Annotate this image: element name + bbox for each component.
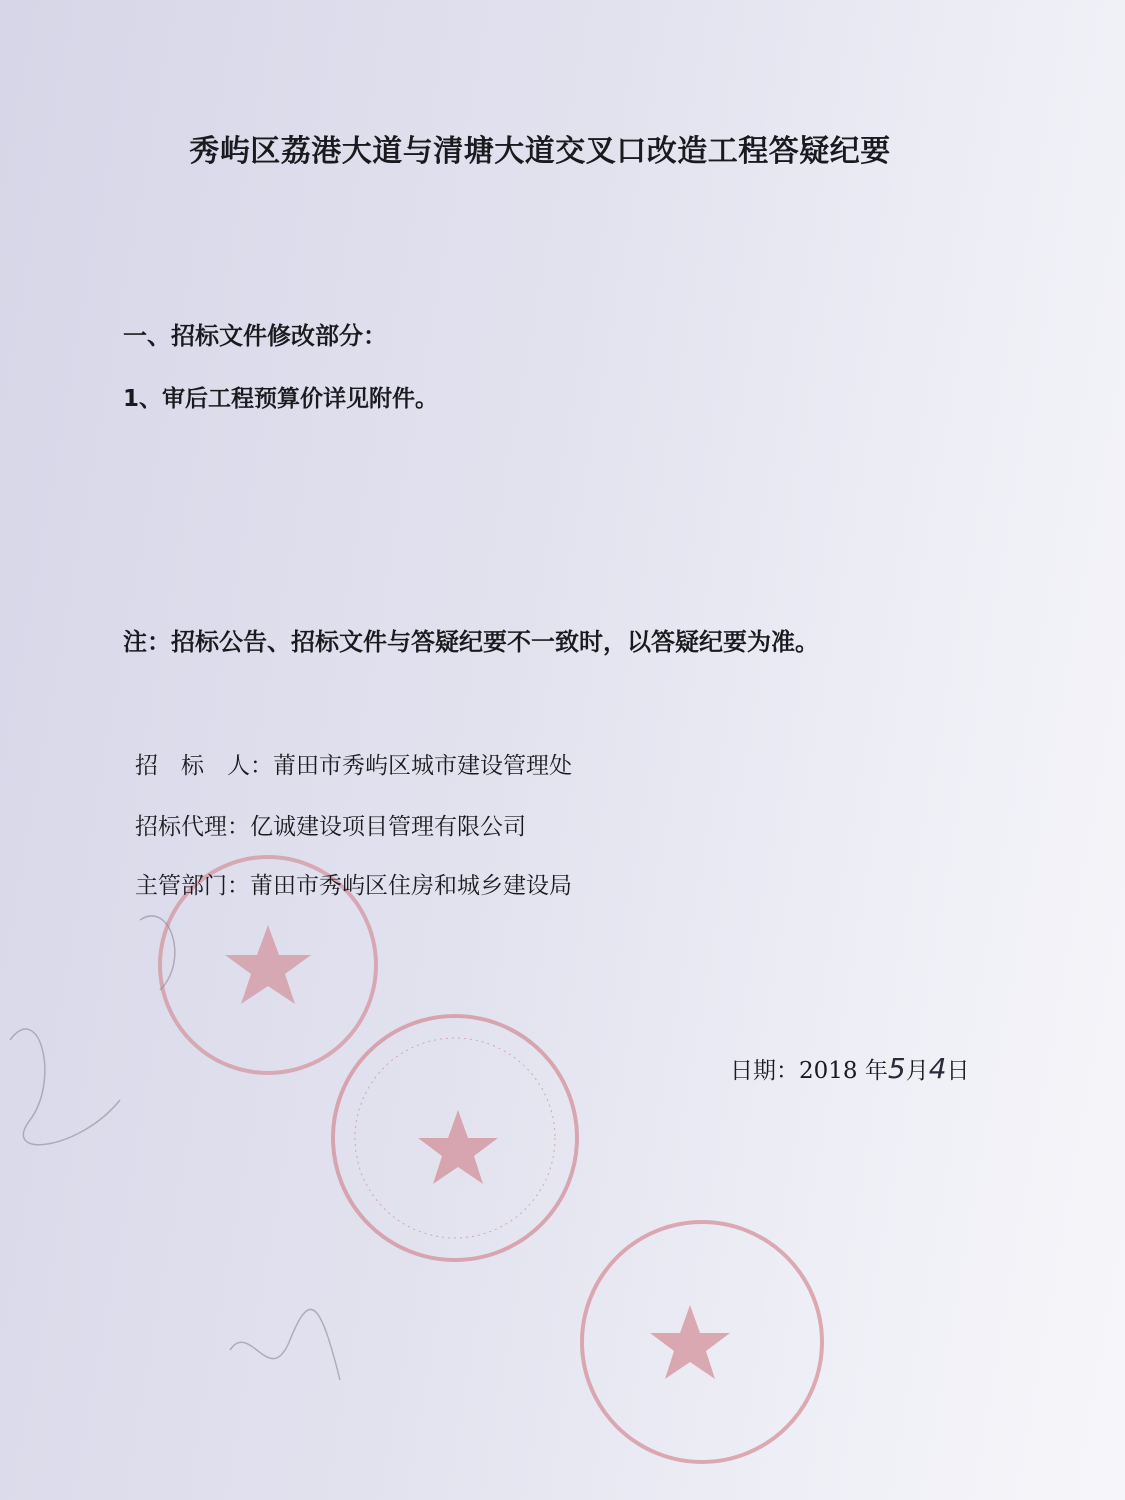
party-label: 主管部门：	[135, 873, 250, 899]
party-value: 亿诚建设项目管理有限公司	[250, 814, 526, 840]
seal-agency	[333, 1016, 577, 1260]
party-value: 莆田市秀屿区住房和城乡建设局	[250, 873, 572, 899]
party-label: 招标代理：	[135, 814, 250, 840]
party-value: 莆田市秀屿区城市建设管理处	[273, 753, 572, 779]
document-date	[730, 1052, 970, 1085]
star-icon	[650, 1305, 730, 1379]
document-title: 秀屿区荔港大道与清塘大道交叉口改造工程答疑纪要	[189, 134, 891, 169]
star-icon	[418, 1110, 498, 1184]
seal-housing-bureau	[582, 1222, 822, 1462]
party-label: 招 标 人：	[135, 753, 273, 779]
date-month-handwritten: 5	[887, 1052, 906, 1085]
signature-scribbles	[10, 916, 340, 1380]
party-tenderer	[135, 747, 572, 780]
date-day-handwritten: 4	[928, 1052, 947, 1085]
note: 注：招标公告、招标文件与答疑纪要不一致时，以答疑纪要为准。	[123, 628, 819, 656]
date-label: 日期：2018 年	[730, 1058, 888, 1084]
party-agent	[135, 808, 526, 841]
date-month-unit: 月	[905, 1058, 929, 1084]
item-1: 1、审后工程预算价详见附件。	[123, 386, 439, 412]
date-day-unit: 日	[946, 1058, 970, 1084]
star-icon	[225, 925, 311, 1004]
section-heading: 一、招标文件修改部分：	[123, 322, 387, 350]
party-authority	[135, 867, 572, 900]
